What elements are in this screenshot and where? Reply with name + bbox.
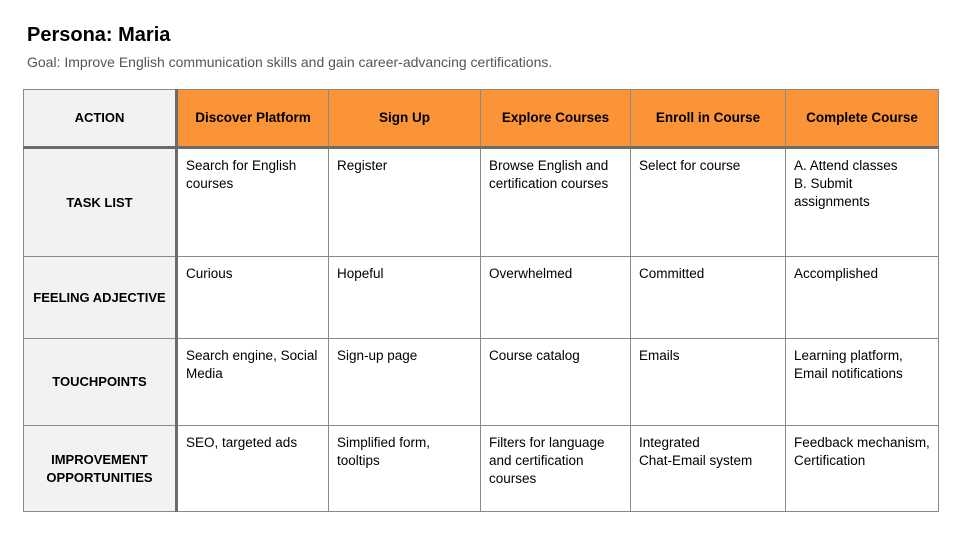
table-row-improvement-opportunities xyxy=(24,426,939,512)
table-cell: Learning platform, Email notifications xyxy=(786,339,939,426)
action-corner-header: ACTION xyxy=(24,90,177,148)
stage-header-row xyxy=(24,90,939,148)
stage-header-sign-up: Sign Up xyxy=(329,90,481,148)
table-cell: SEO, targeted ads xyxy=(177,426,329,512)
table-cell: Accomplished xyxy=(786,257,939,339)
stage-header-enroll-in-course: Enroll in Course xyxy=(631,90,786,148)
table-cell: Search engine, Social Media xyxy=(177,339,329,426)
stage-header-explore-courses: Explore Courses xyxy=(481,90,631,148)
table-row-touchpoints xyxy=(24,339,939,426)
table-row-feeling-adjective xyxy=(24,257,939,339)
stage-header-discover-platform: Discover Platform xyxy=(177,90,329,148)
row-header-feeling-adjective: FEELING ADJECTIVE xyxy=(24,257,177,339)
table-cell: Integrated Chat-Email system xyxy=(631,426,786,512)
table-row-task-list xyxy=(24,148,939,257)
table-cell: Sign-up page xyxy=(329,339,481,426)
table-cell: Filters for language and certification courses xyxy=(481,426,631,512)
table-cell: Overwhelmed xyxy=(481,257,631,339)
table-cell: Emails xyxy=(631,339,786,426)
table-cell: Register xyxy=(329,148,481,257)
table-cell: Committed xyxy=(631,257,786,339)
row-header-touchpoints: TOUCHPOINTS xyxy=(24,339,177,426)
persona-goal: Goal: Improve English communication skills and gain career-advancing certifications. xyxy=(27,54,553,70)
table-cell: Browse English and certification courses xyxy=(481,148,631,257)
table-cell: Feedback mechanism, Certification xyxy=(786,426,939,512)
table-cell: Search for English courses xyxy=(177,148,329,257)
table-cell: Select for course xyxy=(631,148,786,257)
table-cell: Curious xyxy=(177,257,329,339)
row-header-task-list: TASK LIST xyxy=(24,148,177,257)
table-cell: Hopeful xyxy=(329,257,481,339)
row-header-improvement-opportunities: IMPROVEMENT OPPORTUNITIES xyxy=(24,426,177,512)
table-cell: Simplified form, tooltips xyxy=(329,426,481,512)
journey-map-table xyxy=(23,89,939,512)
persona-title: Persona: Maria xyxy=(27,24,171,46)
table-cell: A. Attend classes B. Submit assignments xyxy=(786,148,939,257)
stage-header-complete-course: Complete Course xyxy=(786,90,939,148)
table-cell: Course catalog xyxy=(481,339,631,426)
